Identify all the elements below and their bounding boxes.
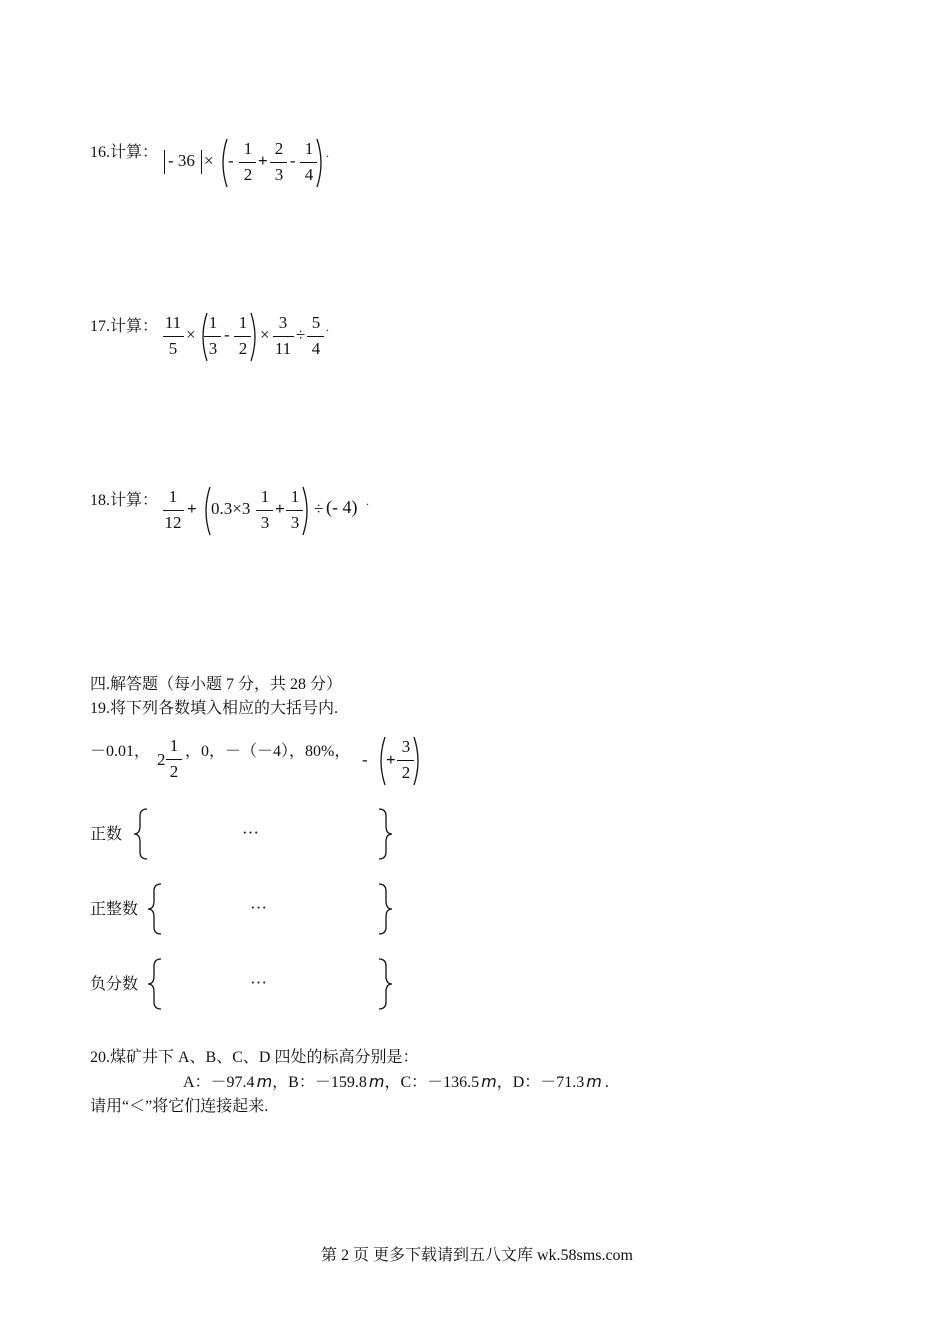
q17-f2-num: 1 — [208, 313, 218, 332]
q17-f3-bar — [234, 336, 251, 337]
set-label: 正数 — [90, 826, 123, 843]
left-brace-icon — [147, 958, 163, 1010]
q17-f1-den: 5 — [168, 339, 178, 358]
set-dots: ··· — [250, 898, 267, 917]
q16-f1-num: 1 — [243, 139, 253, 158]
last-plus: + — [386, 750, 396, 769]
q17-label: 17.计算： — [90, 318, 159, 335]
q18-end: . — [366, 494, 369, 508]
q16-f2-bar — [270, 162, 287, 163]
q16-f2-num: 2 — [274, 139, 284, 158]
unit-m: m — [586, 1072, 602, 1091]
q18-paren-right — [302, 486, 312, 536]
q16-end: . — [326, 146, 329, 160]
q16-times: × — [204, 151, 214, 170]
q20-line1: 20.煤矿井下 A、B、C、D 四处的标高分别是： — [90, 1049, 419, 1066]
q17-f1-num: 11 — [164, 313, 182, 332]
q18-label: 18.计算： — [90, 492, 159, 509]
q16-plus: + — [258, 151, 268, 170]
q17-f5-den: 4 — [311, 339, 321, 358]
q18-plus1: + — [187, 499, 197, 518]
unit-m: m — [256, 1072, 273, 1091]
q16-abs-inner: - 36 — [168, 151, 195, 170]
q17-paren-right — [250, 312, 260, 362]
q16-f3-num: 1 — [304, 139, 314, 158]
right-brace-icon — [377, 883, 393, 935]
q17-f5-num: 5 — [311, 313, 321, 332]
q16-f1-bar — [239, 162, 256, 163]
q20-end: . — [604, 1074, 609, 1091]
q19-text: 19.将下列各数填入相应的大括号内. — [90, 700, 339, 717]
q17-f3-den: 2 — [238, 339, 248, 358]
last-den: 2 — [401, 763, 411, 782]
q18-f3-num: 1 — [290, 487, 300, 506]
elevation-d: ，D：－71.3 — [496, 1074, 585, 1091]
q17-div: ÷ — [296, 325, 306, 344]
numbers-a: －0.01， — [90, 743, 151, 760]
last-paren-right — [413, 736, 423, 786]
q18-div: ÷ — [314, 499, 324, 518]
q17-f2-den: 3 — [208, 339, 218, 358]
last-paren-left — [376, 736, 386, 786]
q16-f2-den: 3 — [274, 165, 284, 184]
numbers-b: ，0，－（－4），80%， — [185, 743, 351, 760]
mixed-den: 2 — [169, 762, 179, 781]
q17-end: . — [326, 320, 329, 334]
set-label: 负分数 — [90, 976, 139, 993]
mixed-whole: 2 — [157, 750, 166, 769]
q16-minus2: - — [290, 151, 296, 170]
q18-f1-num: 1 — [168, 487, 178, 506]
q17-times2: × — [260, 325, 270, 344]
elevation-b: ，B：－159.8 — [272, 1074, 367, 1091]
q18-inner-a: 0.3×3 — [211, 499, 251, 518]
elevation-a: A：－97.4 — [183, 1074, 255, 1091]
last-num: 3 — [401, 737, 411, 756]
set-label: 正整数 — [90, 901, 139, 918]
q18-f2-num: 1 — [260, 487, 270, 506]
q20-elevations — [183, 1072, 609, 1093]
unit-m: m — [368, 1072, 385, 1091]
q17-f4-bar — [273, 336, 294, 337]
abs-bar-left — [164, 150, 165, 174]
q16-paren-right — [316, 138, 326, 188]
q17-times1: × — [186, 325, 196, 344]
q17-f4-num: 3 — [278, 313, 288, 332]
q17-f2-bar — [204, 336, 221, 337]
page-footer: 第 2 页 更多下载请到五八文库 wk.58sms.com — [321, 1247, 634, 1264]
q16-paren-left — [218, 138, 228, 188]
q17-f4-den: 11 — [274, 339, 292, 358]
set-dots: ··· — [242, 823, 259, 842]
q18-f3-den: 3 — [290, 513, 300, 532]
right-brace-icon — [377, 958, 393, 1010]
left-brace-icon — [133, 808, 149, 860]
last-neg: - — [362, 750, 368, 769]
q16-label: 16.计算： — [90, 144, 159, 161]
q16-f3-den: 4 — [304, 165, 314, 184]
q16-f3-bar — [300, 162, 317, 163]
q16-minus1: - — [228, 151, 234, 170]
last-bar — [397, 760, 414, 761]
q18-f2-den: 3 — [260, 513, 270, 532]
q18-f2-bar — [256, 510, 273, 511]
q18-f1-den: 12 — [164, 513, 182, 532]
q18-f1-bar — [163, 510, 184, 511]
abs-bar-right — [201, 150, 202, 174]
q20-line3: 请用“＜”将它们连接起来. — [90, 1098, 269, 1115]
mixed-bar — [166, 759, 182, 760]
q16-f1-den: 2 — [243, 165, 253, 184]
right-brace-icon — [377, 808, 393, 860]
q17-f1-bar — [163, 336, 184, 337]
set-dots: ··· — [250, 973, 267, 992]
mixed-num: 1 — [169, 736, 179, 755]
q17-f5-bar — [307, 336, 324, 337]
q18-f3-bar — [286, 510, 303, 511]
q18-paren-left — [201, 486, 211, 536]
q17-minus: - — [224, 325, 230, 344]
section-heading: 四.解答题（每小题 7 分，共 28 分） — [90, 676, 343, 693]
q18-tail: (- 4) — [326, 497, 358, 517]
left-brace-icon — [147, 883, 163, 935]
unit-m: m — [481, 1072, 497, 1091]
q18-plus2: + — [275, 499, 285, 518]
q17-f3-num: 1 — [238, 313, 248, 332]
elevation-c: ，C：－136.5 — [384, 1074, 480, 1091]
